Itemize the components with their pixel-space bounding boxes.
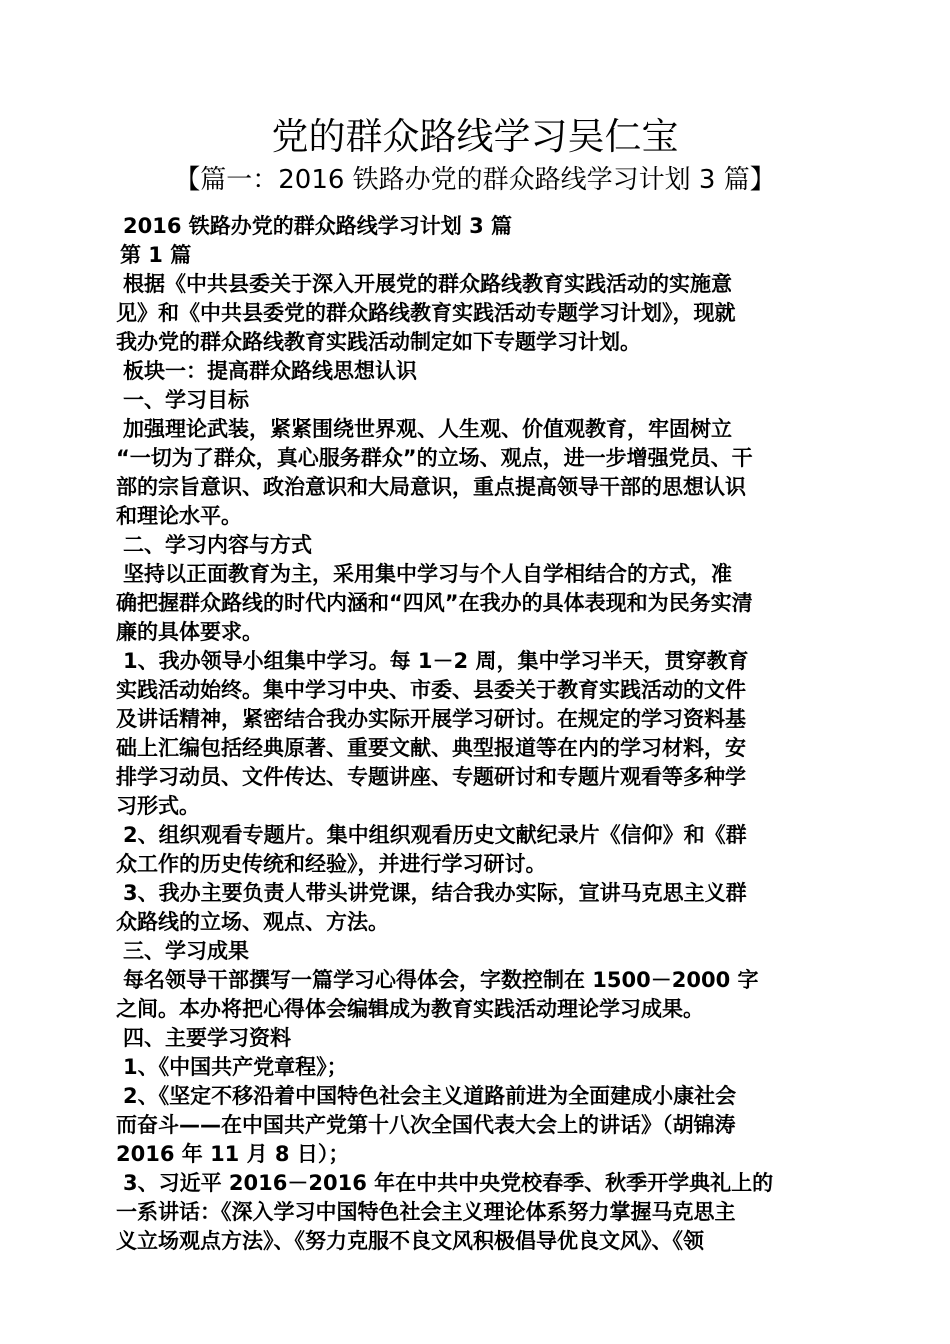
text-line: 众工作的历史传统和经验》，并进行学习研讨。: [116, 852, 547, 876]
text-line: 习形式。: [116, 794, 200, 818]
text-line: 坚持以正面教育为主，采用集中学习与个人自学相结合的方式，准: [123, 562, 732, 586]
text-line: 一系讲话：《深入学习中国特色社会主义理论体系努力掌握马克思主: [116, 1200, 736, 1224]
text-line: 一、学习目标: [123, 388, 249, 412]
text-line: 四、主要学习资料: [123, 1026, 291, 1050]
text-line: 排学习动员、文件传达、专题讲座、专题研讨和专题片观看等多种学: [116, 765, 746, 789]
text-line: 实践活动始终。集中学习中央、市委、县委关于教育实践活动的文件: [116, 678, 746, 702]
text-line: 1、《中国共产党章程》；: [123, 1055, 348, 1079]
text-line: 义立场观点方法》、《努力克服不良文风积极倡导优良文风》、《领: [116, 1229, 704, 1253]
text-line: 础上汇编包括经典原著、重要文献、典型报道等在内的学习材料，安: [116, 736, 746, 760]
text-line: 见》和《中共县委党的群众路线教育实践活动专题学习计划》，现就: [116, 301, 736, 325]
text-line: 加强理论武装，紧紧围绕世界观、人生观、价值观教育，牢固树立: [123, 417, 732, 441]
text-line: 我办党的群众路线教育实践活动制定如下专题学习计划。: [116, 330, 641, 354]
text-line: 之间。本办将把心得体会编辑成为教育实践活动理论学习成果。: [116, 997, 704, 1021]
text-line: 及讲话精神，紧密结合我办实际开展学习研讨。在规定的学习资料基: [116, 707, 746, 731]
text-line: 和理论水平。: [116, 504, 242, 528]
text-line: 2016 年 11 月 8 日）；: [116, 1142, 350, 1166]
document-body: [116, 212, 840, 1256]
text-line: 2、《坚定不移沿着中国特色社会主义道路前进为全面建成小康社会: [123, 1084, 737, 1108]
text-line: 2016 铁路办党的群众路线学习计划 3 篇: [123, 214, 512, 238]
text-line: 3、我办主要负责人带头讲党课，结合我办实际，宣讲马克思主义群: [123, 881, 747, 905]
text-line: 根据《中共县委关于深入开展党的群众路线教育实践活动的实施意: [123, 272, 732, 296]
text-line: 确把握群众路线的时代内涵和“四风”在我办的具体表现和为民务实清: [116, 591, 753, 615]
text-line: 廉的具体要求。: [116, 620, 263, 644]
text-line: 1、我办领导小组集中学习。每 1－2 周，集中学习半天，贯穿教育: [123, 649, 749, 673]
text-line: 每名领导干部撰写一篇学习心得体会，字数控制在 1500－2000 字: [123, 968, 759, 992]
text-line: 而奋斗——在中国共产党第十八次全国代表大会上的讲话》（胡锦涛: [116, 1113, 736, 1137]
text-line: “一切为了群众，真心服务群众”的立场、观点，进一步增强党员、干: [116, 446, 753, 470]
text-line: 二、学习内容与方式: [123, 533, 312, 557]
text-line: 部的宗旨意识、政治意识和大局意识，重点提高领导干部的思想认识: [116, 475, 746, 499]
document-subtitle: 【篇一：2016 铁路办党的群众路线学习计划 3 篇】: [174, 165, 776, 195]
text-line: 第 1 篇: [120, 243, 192, 267]
text-line: 2、组织观看专题片。集中组织观看历史文献纪录片《信仰》和《群: [123, 823, 747, 847]
text-line: 三、学习成果: [123, 939, 249, 963]
text-line: 板块一：提高群众路线思想认识: [123, 359, 417, 383]
text-line: 众路线的立场、观点、方法。: [116, 910, 389, 934]
document-title: 党的群众路线学习吴仁宝: [271, 115, 679, 158]
text-line: 3、习近平 2016－2016 年在中共中央党校春季、秋季开学典礼上的: [123, 1171, 774, 1195]
